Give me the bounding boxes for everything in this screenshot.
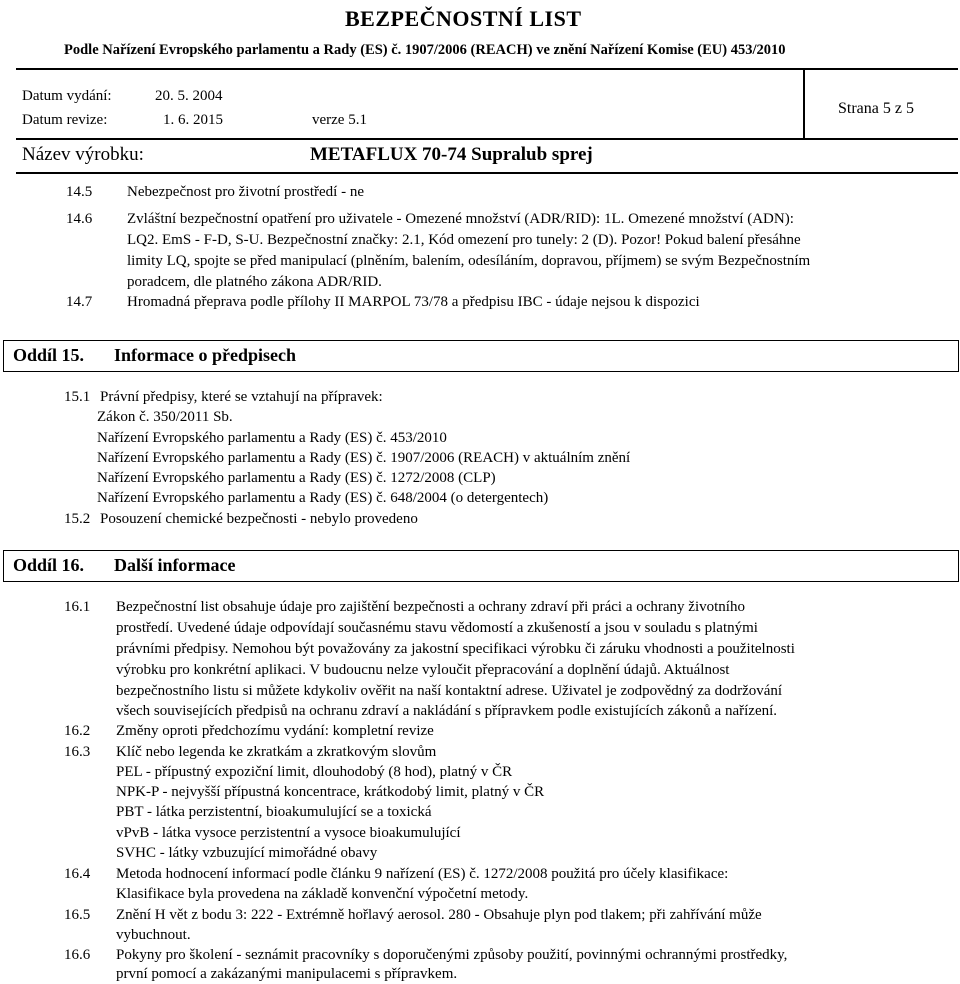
issue-date-value: 20. 5. 2004 [155, 88, 223, 104]
item-text: všech souvisejících předpisů na ochranu zdraví a nakládání s přípravkem podle existujících zákonů a nařízení. [116, 703, 778, 719]
version-label: verze 5.1 [312, 112, 367, 128]
item-text: Klasifikace byla provedena na základě konvenční výpočetní metody. [116, 886, 529, 902]
page-number: Strana 5 z 5 [838, 100, 914, 117]
item-text: poradcem, dle platného zákona ADR/RID. [127, 274, 382, 290]
item-text: vybuchnout. [116, 927, 191, 943]
item-text: Nebezpečnost pro životní prostředí - ne [127, 184, 365, 200]
item-text: Změny oproti předchozímu vydání: kompletní revize [116, 723, 434, 739]
item-number: 14.5 [66, 184, 93, 200]
item-text: Znění H vět z bodu 3: 222 - Extrémně hořlavý aerosol. 280 - Obsahuje plyn pod tlakem; při zahřívání může [116, 907, 762, 923]
item-number: 14.6 [66, 211, 93, 227]
law-entry: Nařízení Evropského parlamentu a Rady (ES) č. 453/2010 [97, 430, 447, 446]
item-text: Klíč nebo legenda ke zkratkám a zkratkovým slovům [116, 744, 437, 760]
product-name-value: METAFLUX 70-74 Supralub sprej [310, 144, 593, 165]
abbreviation-entry: SVHC - látky vzbuzující mimořádné obavy [116, 845, 378, 861]
item-number: 14.7 [66, 294, 93, 310]
item-text: Metoda hodnocení informací podle článku 9 nařízení (ES) č. 1272/2008 použitá pro účely klasifikace: [116, 866, 729, 882]
item-number: 16.4 [64, 866, 91, 882]
item-text: první pomocí a zakázanými manipulacemi s přípravkem. [116, 966, 458, 982]
law-entry: Nařízení Evropského parlamentu a Rady (ES) č. 1907/2006 (REACH) v aktuálním znění [97, 450, 631, 466]
item-text: výrobku pro konkrétní aplikaci. V budoucnu nelze vyloučit přepracování a doplnění údajů. Aktuálnost [116, 662, 730, 678]
header-vertical-rule [803, 69, 805, 139]
header-top-rule [16, 68, 958, 70]
item-text: prostředí. Uvedené údaje odpovídají současnému stavu vědomostí a zkušeností a jsou v souladu s platnými [116, 620, 758, 636]
item-text: Pokyny pro školení - seznámit pracovníky s doporučenými způsoby použití, povinnými ochrannými prostředky, [116, 947, 788, 963]
revision-date-value: 1. 6. 2015 [163, 112, 223, 128]
item-number: 16.5 [64, 907, 91, 923]
item-text: Hromadná přeprava podle přílohy II MARPOL 73/78 a předpisu IBC - údaje nejsou k dispozici [127, 294, 700, 310]
item-text: bezpečnostního listu si můžete kdykoliv ověřit na naší kontaktní adrese. Uživatel je zodpovědný za dodržování [116, 683, 783, 699]
issue-date-label: Datum vydání: [22, 88, 112, 104]
item-text: Bezpečnostní list obsahuje údaje pro zajištění bezpečnosti a ochrany zdraví při práci a ochrany životního [116, 599, 745, 615]
section-15-title: Informace o předpisech [114, 345, 296, 365]
item-text: LQ2. EmS - F-D, S-U. Bezpečnostní značky: 2.1, Kód omezení pro tunely: 2 (D). Pozor! Pokud balení přesáhne [127, 232, 801, 248]
abbreviation-entry: NPK-P - nejvyšší přípustná koncentrace, krátkodobý limit, platný v ČR [116, 784, 545, 800]
item-number: 16.3 [64, 744, 91, 760]
item-text: Posouzení chemické bezpečnosti - nebylo provedeno [100, 511, 418, 527]
item-text: Zvláštní bezpečnostní opatření pro uživatele - Omezené množství (ADR/RID): 1L. Omezené množství (ADN): [127, 211, 794, 227]
document-title: BEZPEČNOSTNÍ LIST [345, 6, 582, 31]
item-text: Právní předpisy, které se vztahují na přípravek: [100, 389, 383, 405]
header-bottom-rule [16, 172, 958, 174]
revision-date-label: Datum revize: [22, 112, 108, 128]
abbreviation-entry: PBT - látka perzistentní, bioakumulující se a toxická [116, 804, 432, 820]
section-16-title: Další informace [114, 555, 236, 575]
item-text: právními předpisy. Nemohou být považovány za jakostní specifikaci výrobku či záruku vhodnosti a použitelnosti [116, 641, 795, 657]
abbreviation-entry: vPvB - látka vysoce perzistentní a vysoce bioakumulující [116, 825, 461, 841]
product-name-label: Název výrobku: [22, 144, 144, 165]
item-text: limity LQ, spojte se před manipulací (plněním, balením, odesíláním, dopravou, příjmem) se svým Bezpečnostním [127, 253, 811, 269]
item-number: 15.2 [64, 511, 91, 527]
law-entry: Nařízení Evropského parlamentu a Rady (ES) č. 1272/2008 (CLP) [97, 470, 496, 486]
abbreviation-entry: PEL - přípustný expoziční limit, dlouhodobý (8 hod), platný v ČR [116, 764, 513, 780]
item-number: 16.6 [64, 947, 91, 963]
header-middle-rule [16, 138, 958, 140]
item-number: 16.2 [64, 723, 91, 739]
item-number: 16.1 [64, 599, 91, 615]
section-15-number: Oddíl 15. [13, 345, 85, 365]
section-16-number: Oddíl 16. [13, 555, 85, 575]
document-subtitle: Podle Nařízení Evropského parlamentu a Rady (ES) č. 1907/2006 (REACH) ve znění Nařízení Komise (EU) 453/2010 [64, 42, 786, 58]
item-number: 15.1 [64, 389, 91, 405]
law-entry: Nařízení Evropského parlamentu a Rady (ES) č. 648/2004 (o detergentech) [97, 490, 549, 506]
law-entry: Zákon č. 350/2011 Sb. [97, 409, 233, 425]
